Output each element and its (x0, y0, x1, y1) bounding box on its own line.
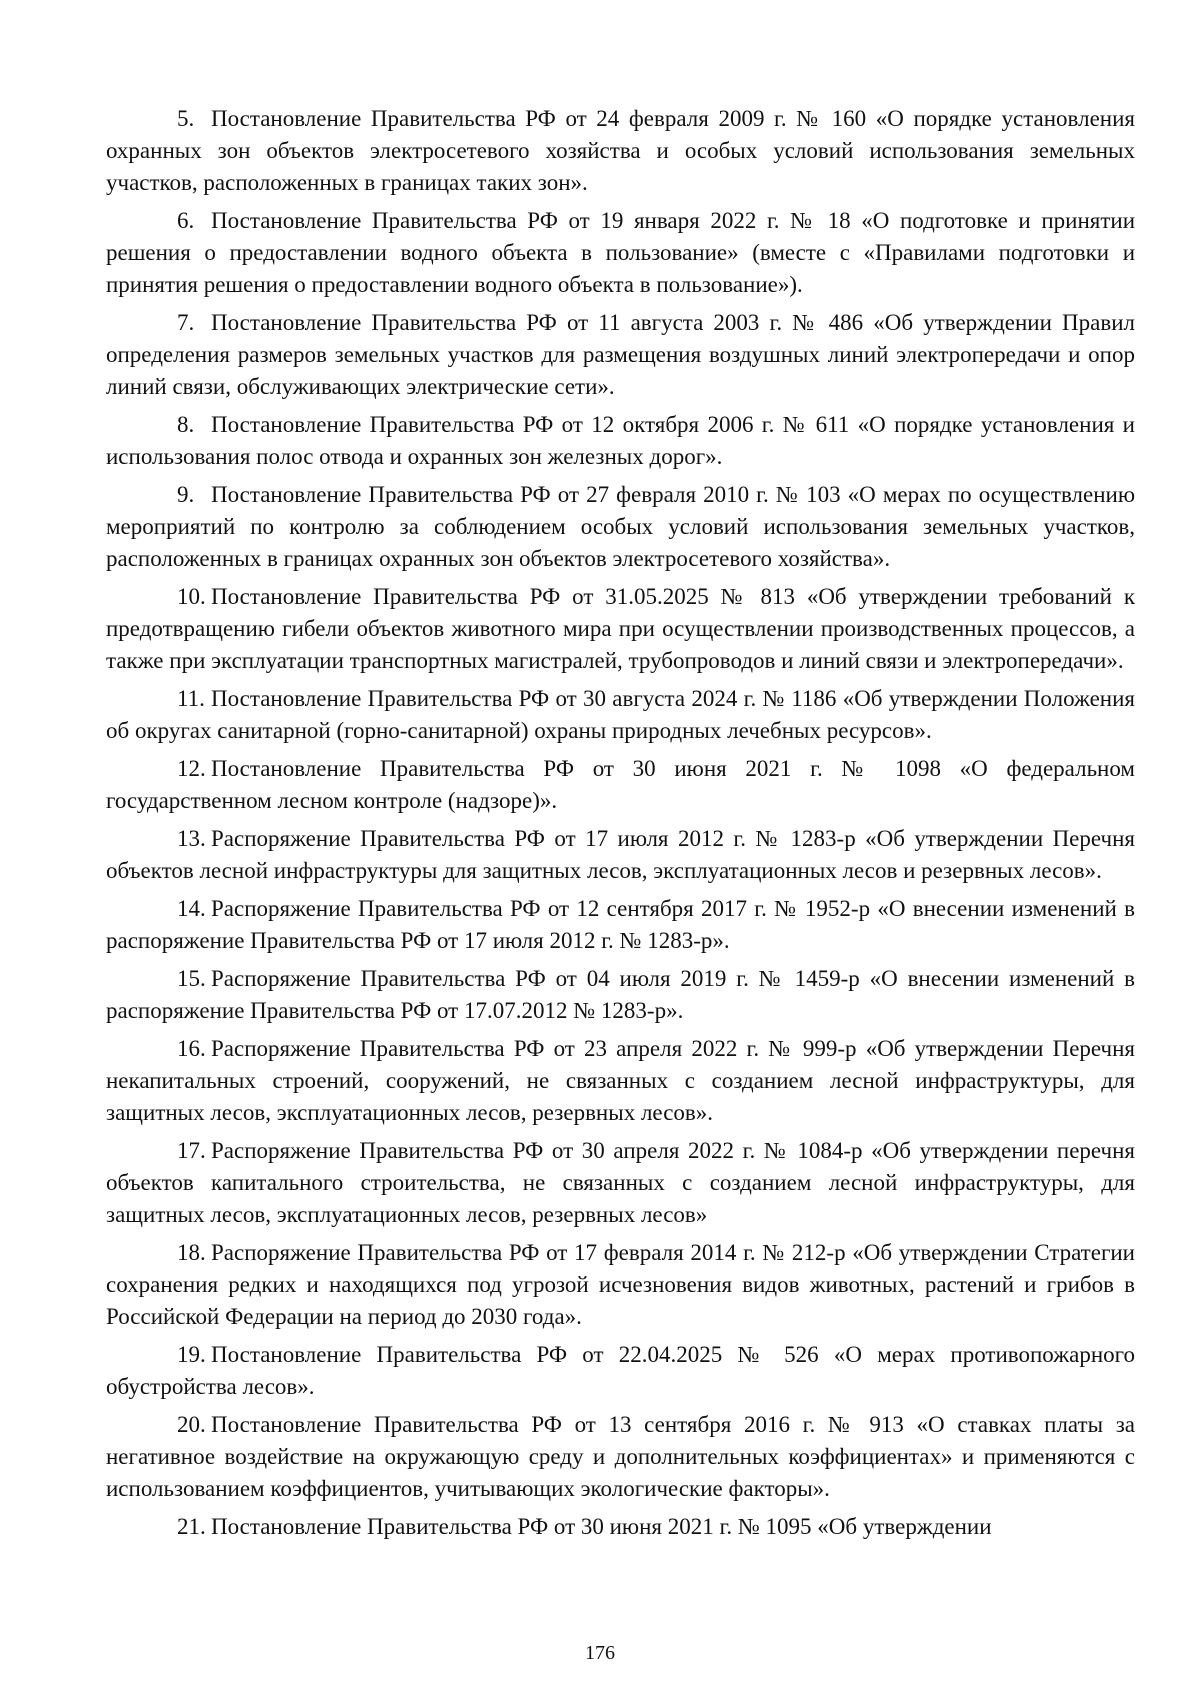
item-number: 21. (177, 1514, 206, 1539)
item-text: Постановление Правительства РФ от 27 февраля 2010 г. № 103 «О мерах по осуществлению мероприятий по контролю за соблюдением особых условий использования земельных участков, расположенных в границах охранных зон объектов электросетевого хозяйства». (106, 482, 1135, 571)
item-text: Постановление Правительства РФ от 11 августа 2003 г. № 486 «Об утверждении Правил определения размеров земельных участков для размещения воздушных линий электропередачи и опор линий связи, обслуживающих электрические сети». (106, 310, 1135, 399)
item-text: Постановление Правительства РФ от 30 июня 2021 г. № 1098 «О федеральном государственном лесном контроле (надзоре)». (106, 756, 1135, 813)
item-number: 14. (177, 896, 206, 921)
item-text: Постановление Правительства РФ от 30 августа 2024 г. № 1186 «Об утверждении Положения об округах санитарной (горно-санитарной) охраны природных лечебных ресурсов». (106, 686, 1135, 743)
item-number: 20. (177, 1412, 206, 1437)
item-text: Распоряжение Правительства РФ от 17 февраля 2014 г. № 212-р «Об утверждении Стратегии сохранения редких и находящихся под угрозой исчезновения видов животных, растений и грибов в Российской Федерации на период до 2030 года». (106, 1240, 1135, 1329)
item-number: 13. (177, 826, 206, 851)
reference-list (106, 103, 1135, 1549)
list-item (106, 1409, 1135, 1505)
list-item (106, 581, 1135, 677)
list-item (106, 1339, 1135, 1403)
item-number: 16. (177, 1036, 206, 1061)
item-text: Распоряжение Правительства РФ от 30 апреля 2022 г. № 1084-р «Об утверждении перечня объектов капитального строительства, не связанных с созданием лесной инфраструктуры, для защитных лесов, эксплуатационных лесов, резервных лесов» (106, 1138, 1135, 1227)
item-number: 9. (177, 482, 195, 507)
list-item (106, 753, 1135, 817)
list-item (106, 307, 1135, 403)
list-item (106, 1237, 1135, 1333)
page-number: 176 (585, 1642, 615, 1664)
item-number: 10. (177, 584, 206, 609)
list-item (106, 893, 1135, 957)
item-text: Постановление Правительства РФ от 31.05.2025 № 813 «Об утверждении требований к предотвращению гибели объектов животного мира при осуществлении производственных процессов, а также при эксплуатации транспортных магистралей, трубопроводов и линий связи и электропередачи». (106, 584, 1135, 673)
item-number: 15. (177, 966, 206, 991)
list-item (106, 823, 1135, 887)
item-number: 18. (177, 1240, 206, 1265)
item-number: 7. (177, 310, 195, 335)
list-item (106, 1033, 1135, 1129)
item-text: Постановление Правительства РФ от 13 сентября 2016 г. № 913 «О ставках платы за негативное воздействие на окружающую среду и дополнительных коэффициентах» и применяются с использованием коэффициентов, учитывающих экологические факторы». (106, 1412, 1135, 1501)
item-number: 17. (177, 1138, 206, 1163)
item-text: Постановление Правительства РФ от 12 октября 2006 г. № 611 «О порядке установления и использования полос отвода и охранных зон железных дорог». (106, 412, 1135, 469)
list-item (106, 205, 1135, 301)
item-text: Постановление Правительства РФ от 19 января 2022 г. № 18 «О подготовке и принятии решения о предоставлении водного объекта в пользование» (вместе с «Правилами подготовки и принятия решения о предоставлении водного объекта в пользование»). (106, 208, 1135, 297)
item-number: 5. (177, 106, 195, 131)
item-text: Постановление Правительства РФ от 24 февраля 2009 г. № 160 «О порядке установления охранных зон объектов электросетевого хозяйства и особых условий использования земельных участков, расположенных в границах таких зон». (106, 106, 1135, 195)
item-text: Постановление Правительства РФ от 30 июня 2021 г. № 1095 «Об утверждении (211, 1514, 992, 1539)
item-text: Распоряжение Правительства РФ от 04 июля 2019 г. № 1459-р «О внесении изменений в распоряжение Правительства РФ от 17.07.2012 № 1283-р». (106, 966, 1135, 1023)
item-text: Постановление Правительства РФ от 22.04.2025 № 526 «О мерах противопожарного обустройства лесов». (106, 1342, 1135, 1399)
list-item (106, 409, 1135, 473)
item-number: 6. (177, 208, 195, 233)
item-number: 19. (177, 1342, 206, 1367)
list-item (106, 683, 1135, 747)
list-item (106, 1135, 1135, 1231)
item-text: Распоряжение Правительства РФ от 12 сентября 2017 г. № 1952-р «О внесении изменений в распоряжение Правительства РФ от 17 июля 2012 г. № 1283-р». (106, 896, 1135, 953)
list-item (106, 963, 1135, 1027)
item-number: 11. (177, 686, 205, 711)
list-item (106, 1511, 1135, 1543)
list-item (106, 479, 1135, 575)
list-item (106, 103, 1135, 199)
item-number: 12. (177, 756, 206, 781)
item-number: 8. (177, 412, 195, 437)
item-text: Распоряжение Правительства РФ от 17 июля 2012 г. № 1283-р «Об утверждении Перечня объектов лесной инфраструктуры для защитных лесов, эксплуатационных лесов и резервных лесов». (106, 826, 1135, 883)
item-text: Распоряжение Правительства РФ от 23 апреля 2022 г. № 999-р «Об утверждении Перечня некапитальных строений, сооружений, не связанных с созданием лесной инфраструктуры, для защитных лесов, эксплуатационных лесов, резервных лесов». (106, 1036, 1135, 1125)
